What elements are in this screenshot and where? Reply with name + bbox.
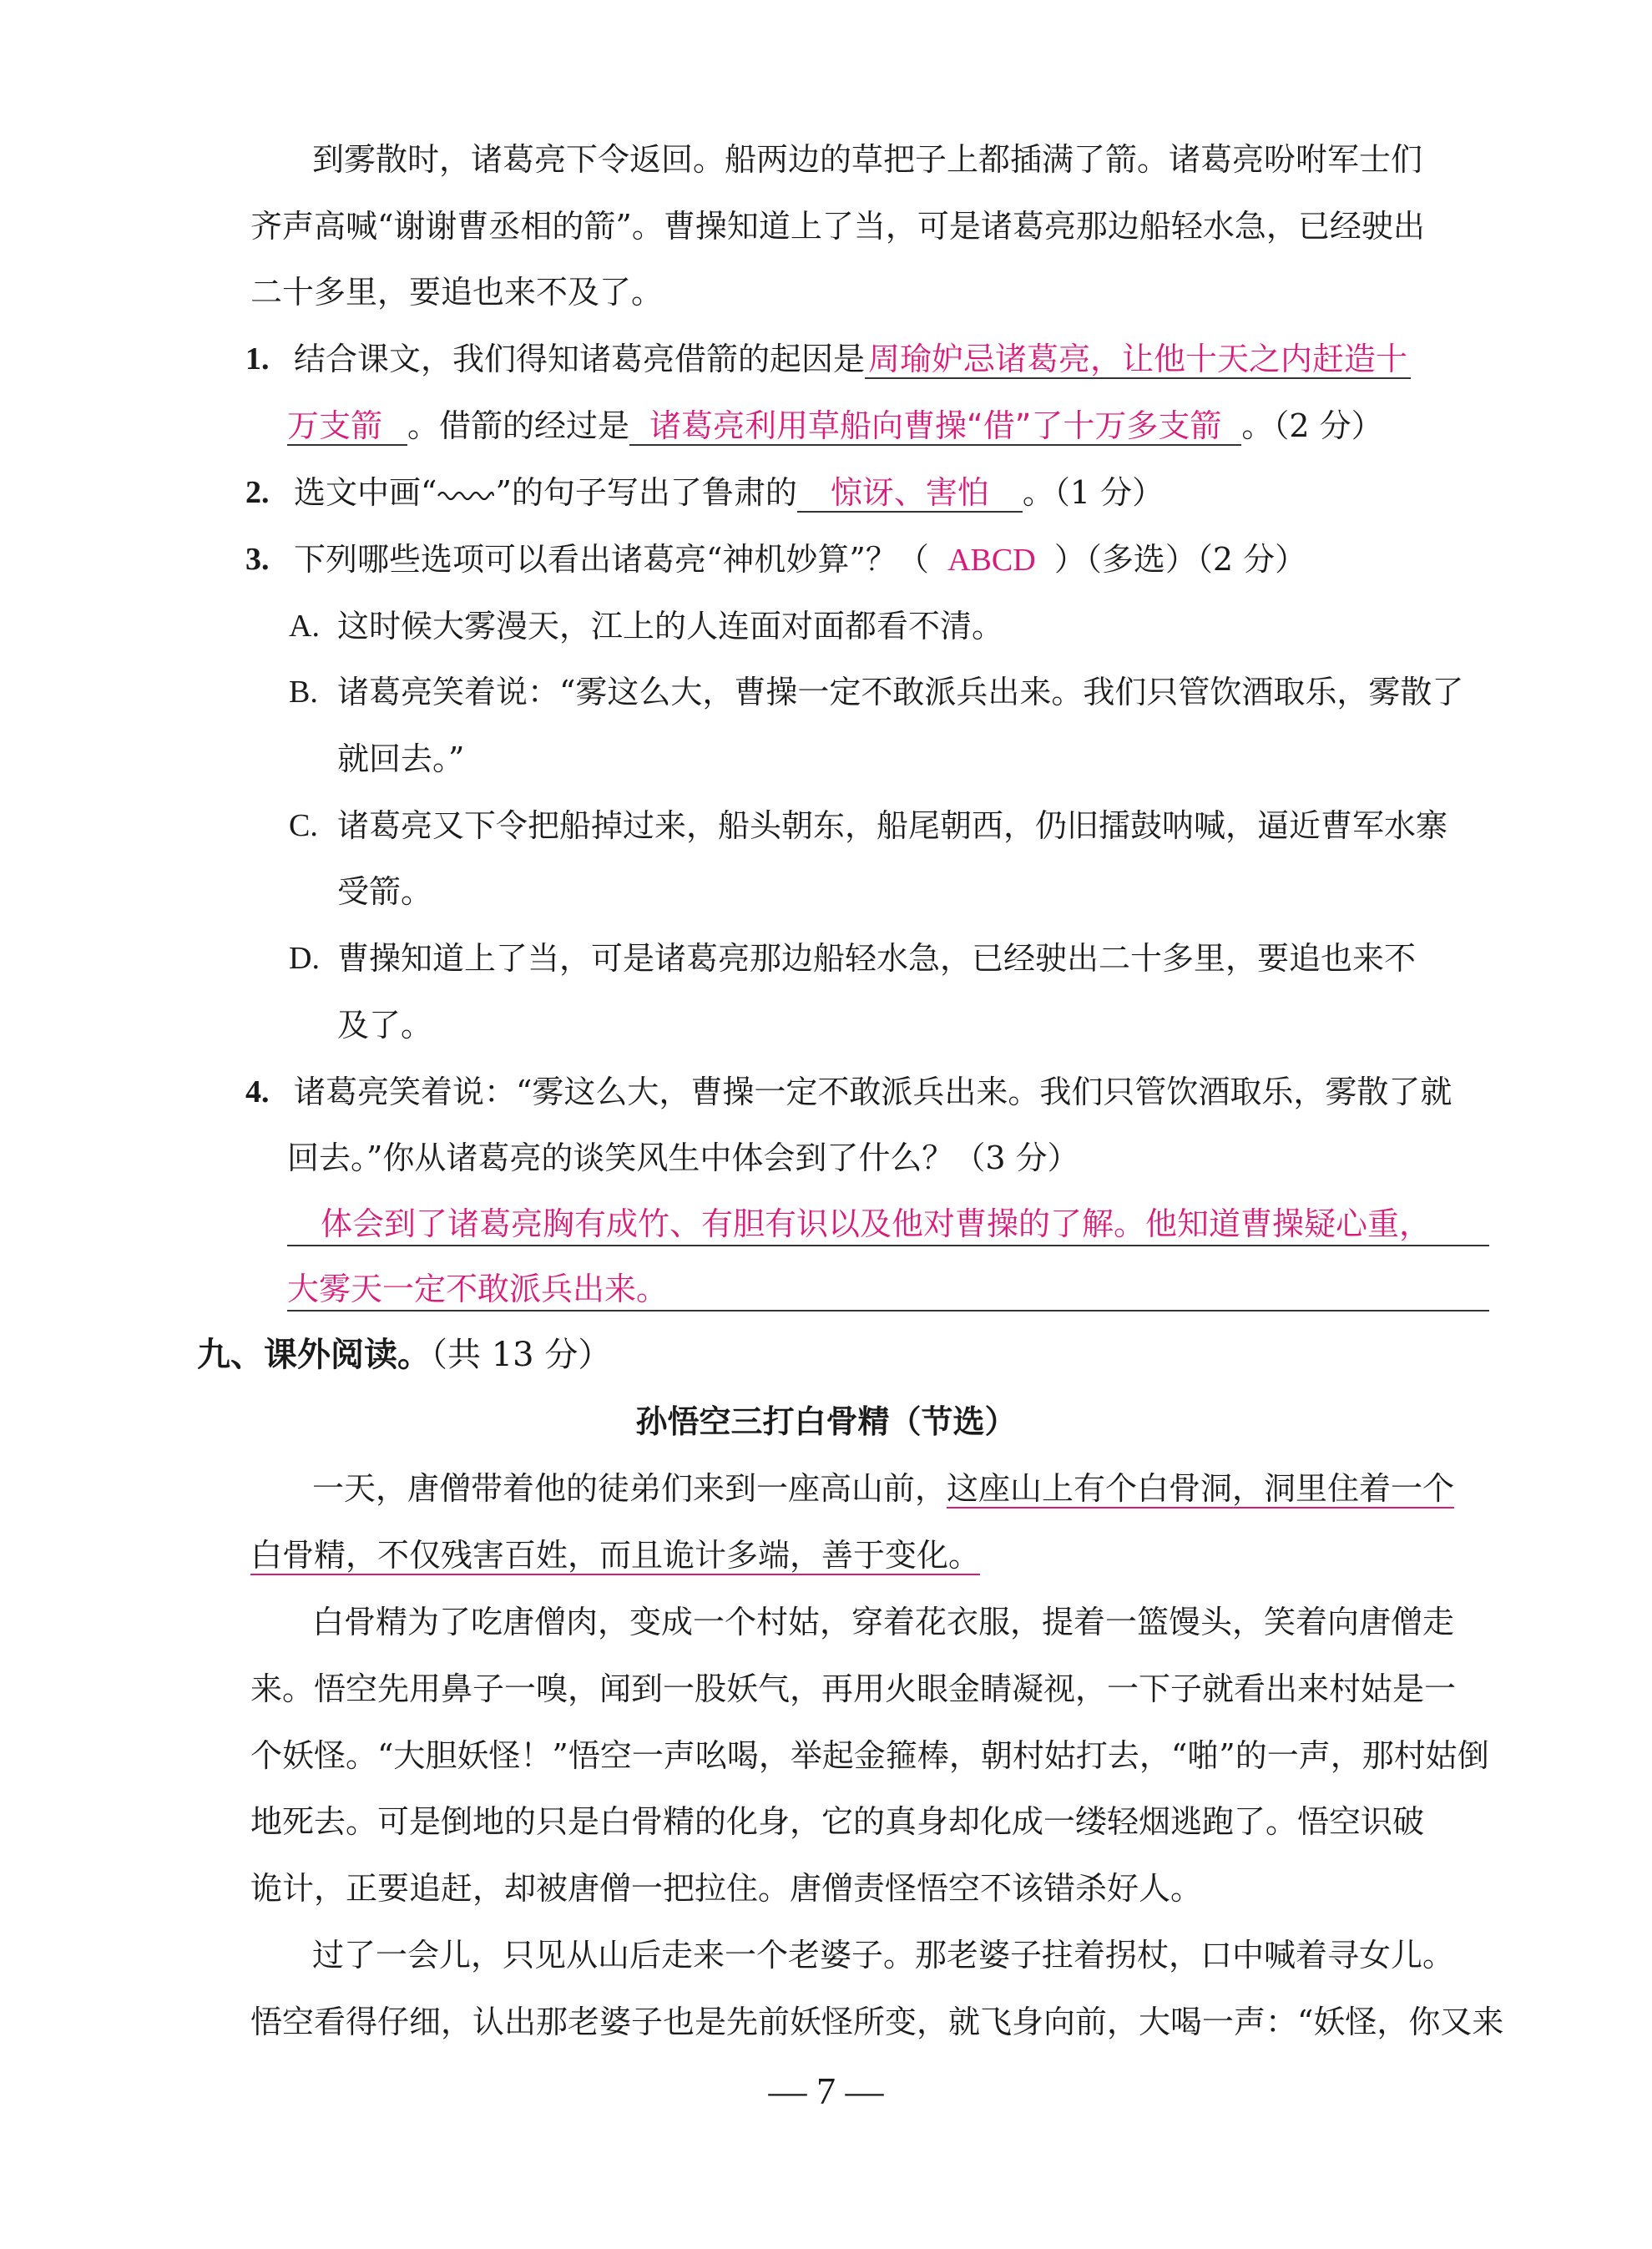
question-text: 诸葛亮笑着说：“雾这么大，曹操一定不敢派兵出来。我们只管饮酒取乐，雾散了就 bbox=[294, 1074, 1452, 1110]
question-text: 选文中画“ bbox=[294, 474, 437, 511]
option-label: D. bbox=[289, 941, 320, 976]
question-text: 。借箭的经过是 bbox=[407, 407, 630, 444]
question-number: 1. bbox=[245, 341, 270, 377]
passage-line: 二十多里，要追也来不及了。 bbox=[250, 274, 664, 311]
option-text: 曹操知道上了当，可是诸葛亮那边船轻水急，已经驶出二十多里，要追也来不 bbox=[337, 940, 1417, 977]
section-points: （共 13 分） bbox=[431, 1336, 612, 1374]
question-number: 4. bbox=[245, 1074, 270, 1109]
question-text: 。（1 分） bbox=[1022, 474, 1164, 511]
reading-line: 悟空看得仔细，认出那老婆子也是先前妖怪所变，就飞身向前，大喝一声：“妖怪，你又来 bbox=[250, 2004, 1504, 2040]
section-heading bbox=[197, 1333, 611, 1377]
question-number: 3. bbox=[245, 542, 270, 577]
reading-line: 地死去。可是倒地的只是白骨精的化身，它的真身却化成一缕轻烟逃跑了。悟空识破 bbox=[250, 1803, 1425, 1840]
underlined-sentence: 白骨精，不仅残害百姓，而且诡计多端，善于变化。 bbox=[250, 1537, 981, 1574]
underlined-sentence: 这座山上有个白骨洞，洞里住着一个 bbox=[947, 1470, 1455, 1507]
answer-line: 体会到了诸葛亮胸有成竹、有胆有识以及他对曹操的了解。他知道曹操疑心重， bbox=[287, 1203, 1489, 1246]
reading-line: 诡计，正要追赶，却被唐僧一把拉住。唐僧责怪悟空不该错杀好人。 bbox=[250, 1870, 1203, 1907]
reading-line bbox=[250, 1534, 980, 1577]
option-text: 就回去。” bbox=[337, 740, 465, 777]
question-3 bbox=[294, 538, 1306, 582]
answer-blank: 周瑜妒忌诸葛亮，让他十天之内赶造十 bbox=[865, 341, 1411, 379]
passage-line: 到雾散时，诸葛亮下令返回。船两边的草把子上都插满了箭。诸葛亮吩咐军士们 bbox=[312, 141, 1423, 178]
option-label: B. bbox=[289, 675, 318, 710]
section-title: 九、课外阅读。 bbox=[197, 1336, 431, 1374]
reading-line: 白骨精为了吃唐僧肉，变成一个村姑，穿着花衣服，提着一篮馒头，笑着向唐僧走 bbox=[312, 1604, 1455, 1640]
option-text: 这时候大雾漫天，江上的人连面对面都看不清。 bbox=[337, 608, 1004, 644]
option-label: C. bbox=[289, 808, 318, 843]
question-number: 2. bbox=[245, 475, 270, 510]
answer-blank: 诸葛亮利用草船向曹操“借”了十万多支箭 bbox=[629, 407, 1241, 446]
reading-text: 一天，唐僧带着他的徒弟们来到一座高山前， bbox=[312, 1470, 947, 1507]
question-text: 下列哪些选项可以看出诸葛亮“神机妙算”？（ bbox=[294, 541, 929, 578]
option-text: 诸葛亮又下令把船掉过来，船头朝东，船尾朝西，仍旧擂鼓呐喊，逼近曹军水寨 bbox=[337, 807, 1448, 844]
question-1 bbox=[294, 337, 1411, 381]
question-2 bbox=[294, 471, 1164, 514]
question-text: 结合课文，我们得知诸葛亮借箭的起因是 bbox=[294, 341, 866, 377]
wavy-underline-icon bbox=[437, 488, 495, 504]
question-1-cont bbox=[287, 404, 1383, 447]
question-text: ）（多选）（2 分） bbox=[1053, 541, 1307, 578]
reading-line: 来。悟空先用鼻子一嗅，闻到一股妖气，再用火眼金睛凝视，一下子就看出来村姑是一 bbox=[250, 1670, 1457, 1707]
option-text: 受箭。 bbox=[337, 873, 433, 910]
question-text: ”的句子写出了鲁肃的 bbox=[495, 474, 797, 511]
reading-title: 孙悟空三打白骨精（节选） bbox=[635, 1403, 1017, 1440]
reading-line: 个妖怪。“大胆妖怪！”悟空一声吆喝，举起金箍棒，朝村姑打去，“啪”的一声，那村姑倒 bbox=[250, 1737, 1489, 1774]
reading-line bbox=[312, 1467, 1454, 1510]
answer-blank: 万支箭 bbox=[287, 407, 407, 446]
page-number: — 7 — bbox=[768, 2070, 884, 2112]
option-text: 诸葛亮笑着说：“雾这么大，曹操一定不敢派兵出来。我们只管饮酒取乐，雾散了 bbox=[337, 674, 1464, 710]
question-text: 。（2 分） bbox=[1241, 407, 1383, 444]
option-label: A. bbox=[289, 609, 320, 644]
question-text: 回去。”你从诸葛亮的谈笑风生中体会到了什么？（3 分） bbox=[287, 1140, 1079, 1176]
passage-line: 齐声高喊“谢谢曹丞相的箭”。曹操知道上了当，可是诸葛亮那边船轻水急，已经驶出 bbox=[250, 208, 1425, 245]
option-text: 及了。 bbox=[337, 1007, 433, 1044]
reading-line: 过了一会儿，只见从山后走来一个老婆子。那老婆子拄着拐杖，口中喊着寻女儿。 bbox=[312, 1937, 1455, 1974]
answer-blank: 惊讶、害怕 bbox=[797, 474, 1023, 513]
answer-line: 大雾天一定不敢派兵出来。 bbox=[287, 1268, 1489, 1311]
answer-choice: ABCD bbox=[947, 543, 1036, 578]
